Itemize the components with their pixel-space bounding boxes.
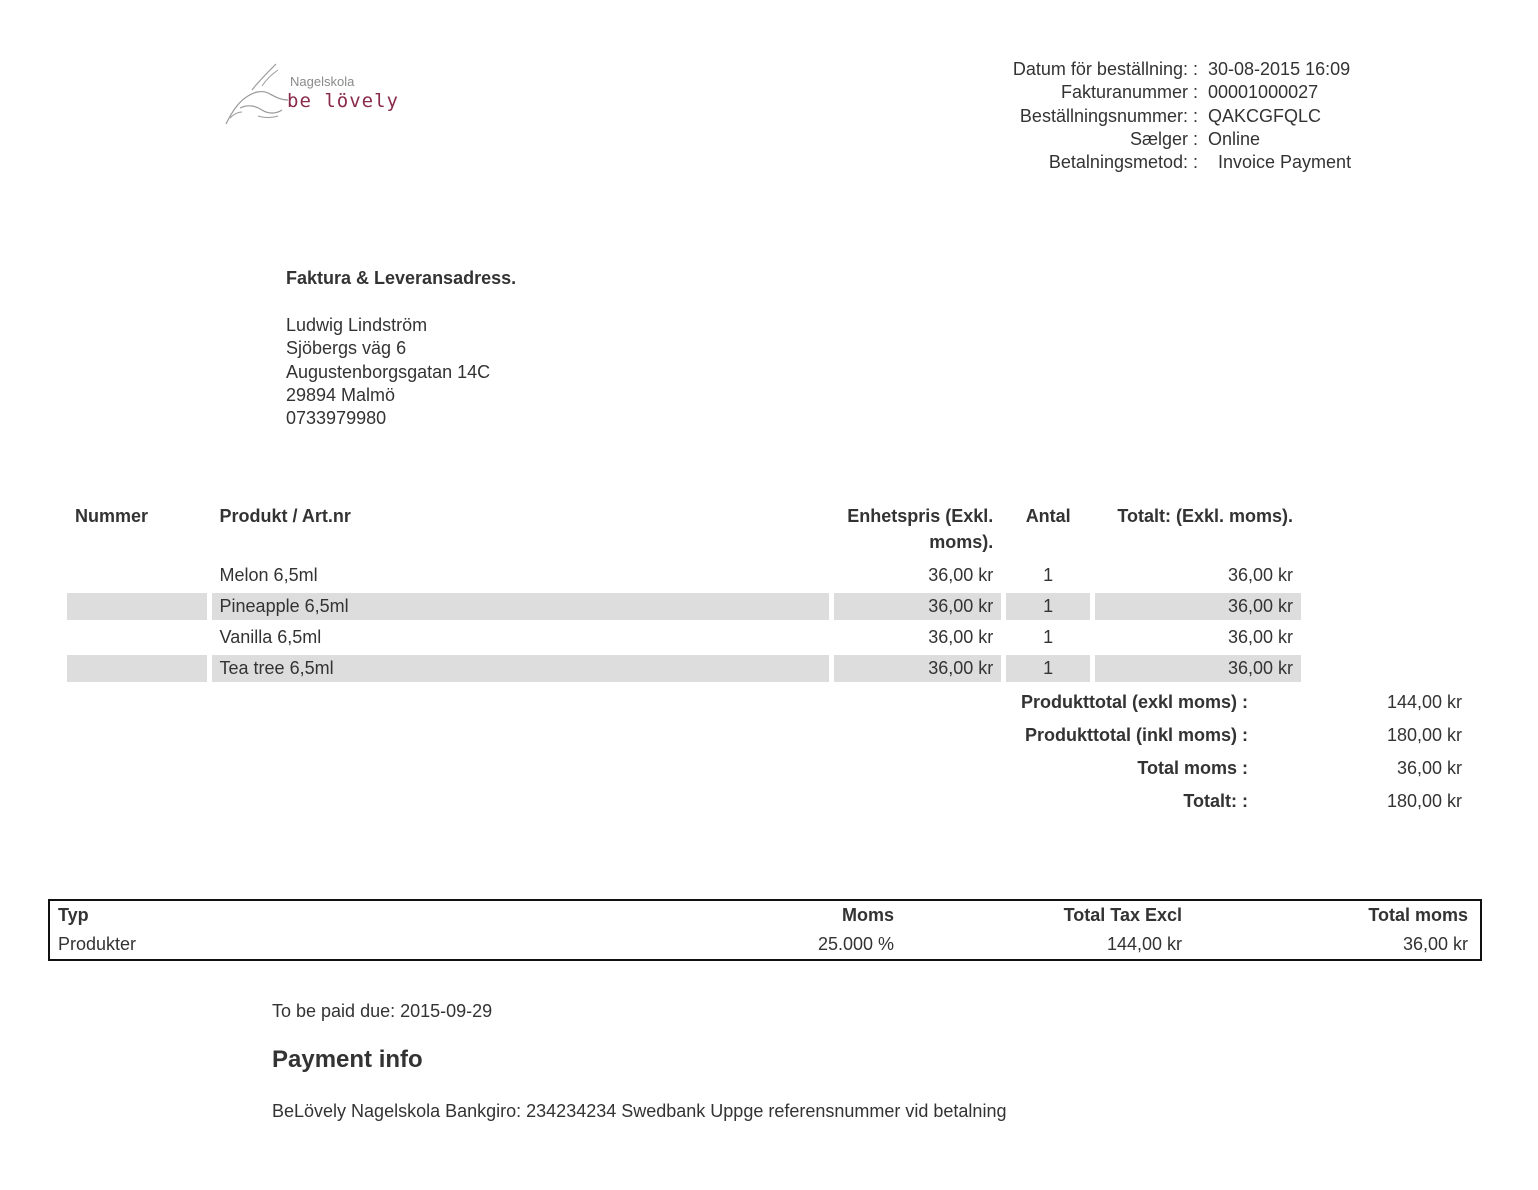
- total-value: 180,00 kr: [1386, 725, 1462, 745]
- tax-header-moms: Total moms: [1368, 905, 1468, 925]
- meta-row-payment-method: [940, 151, 1400, 174]
- total-value: 180,00 kr: [1386, 791, 1462, 811]
- cell-total: 36,00 kr: [1095, 589, 1301, 620]
- total-value: 36,00 kr: [1396, 758, 1462, 778]
- table-row: [67, 620, 1301, 651]
- meta-value: Invoice Payment: [1208, 152, 1352, 173]
- total-row-incl: [940, 721, 1470, 754]
- table-row: [67, 589, 1301, 620]
- meta-label: Fakturanummer :: [1060, 82, 1198, 103]
- cell-product: Pineapple 6,5ml: [212, 589, 829, 620]
- header-number: Nummer: [75, 506, 149, 526]
- cell-product: Vanilla 6,5ml: [212, 620, 829, 651]
- cell-unit-price: 36,00 kr: [834, 589, 1001, 620]
- header-qty: Antal: [1025, 506, 1071, 526]
- total-row-excl: [940, 688, 1470, 721]
- tax-header-type: Typ: [58, 905, 89, 925]
- cell-product: Melon 6,5ml: [212, 558, 829, 589]
- due-date-text: To be paid due: 2015-09-29: [272, 1001, 493, 1021]
- meta-row-order-number: [940, 105, 1400, 128]
- order-meta: [940, 58, 1400, 174]
- meta-value: 30-08-2015 16:09: [1208, 59, 1351, 79]
- cell-qty: 1: [1006, 558, 1090, 589]
- header-total: Totalt: (Exkl. moms).: [1117, 506, 1293, 526]
- meta-label: Betalningsmetod: :: [1048, 152, 1198, 173]
- table-row: [67, 558, 1301, 589]
- cell-qty: 1: [1006, 589, 1090, 620]
- total-label: Produkttotal (exkl moms) :: [1020, 692, 1248, 712]
- address-block: [286, 314, 490, 430]
- cell-number: [67, 558, 207, 589]
- meta-row-order-date: [940, 58, 1400, 81]
- total-row-moms: [940, 754, 1470, 787]
- total-label: Totalt: :: [1183, 791, 1248, 811]
- tax-header-rate: Moms: [841, 905, 894, 925]
- meta-value: 00001000027: [1208, 82, 1319, 103]
- cell-total: 36,00 kr: [1095, 620, 1301, 651]
- cell-number: [67, 620, 207, 651]
- payment-info-title: Payment info: [272, 1046, 423, 1073]
- tax-cell-rate: 25.000 %: [817, 934, 894, 954]
- meta-value: Online: [1208, 128, 1261, 149]
- tax-cell-type: Produkter: [58, 934, 137, 954]
- tax-data-row: [50, 930, 1480, 958]
- address-line: Ludwig Lindström: [286, 315, 428, 335]
- address-line: Sjöbergs väg 6: [286, 338, 407, 359]
- table-row: [67, 651, 1301, 682]
- cell-total: 36,00 kr: [1095, 651, 1301, 682]
- logo-text-main: be lövely: [287, 90, 399, 112]
- tax-header-row: [50, 901, 1480, 929]
- total-value: 144,00 kr: [1386, 692, 1462, 712]
- meta-row-invoice-number: [940, 81, 1400, 104]
- totals-block: [940, 688, 1470, 820]
- header-product: Produkt / Art.nr: [219, 506, 351, 526]
- tax-summary-table: [48, 899, 1482, 961]
- logo-text-small: Nagelskola: [290, 74, 355, 89]
- total-label: Produkttotal (inkl moms) :: [1024, 725, 1248, 745]
- cell-unit-price: 36,00 kr: [834, 651, 1001, 682]
- total-row-grand: [940, 787, 1470, 820]
- address-line: Augustenborgsgatan 14C: [286, 361, 491, 382]
- meta-label: Beställningsnummer: :: [1019, 105, 1198, 126]
- cell-product: Tea tree 6,5ml: [212, 651, 829, 682]
- items-table: [62, 500, 1306, 682]
- payment-info-text: BeLövely Nagelskola Bankgiro: 234234234 Swedbank Uppge referensnummer vid betalning: [272, 1101, 1007, 1121]
- cell-number: [67, 651, 207, 682]
- cell-unit-price: 36,00 kr: [834, 620, 1001, 651]
- cell-total: 36,00 kr: [1095, 558, 1301, 589]
- meta-label: Datum för beställning: :: [1012, 59, 1198, 79]
- cell-unit-price: 36,00 kr: [834, 558, 1001, 589]
- items-header-row: [67, 500, 1301, 558]
- cell-qty: 1: [1006, 651, 1090, 682]
- header-unit-price: Enhetspris (Exkl. moms).: [847, 506, 994, 552]
- address-line: 0733979980: [286, 408, 387, 429]
- tax-cell-excl: 144,00 kr: [1106, 934, 1182, 954]
- meta-label: Sælger :: [1129, 128, 1198, 149]
- meta-row-seller: [940, 128, 1400, 151]
- tax-header-excl: Total Tax Excl: [1063, 905, 1182, 925]
- meta-value: QAKCGFQLC: [1208, 105, 1322, 126]
- cell-qty: 1: [1006, 620, 1090, 651]
- total-label: Total moms :: [1137, 758, 1248, 778]
- address-line: 29894 Malmö: [286, 384, 396, 405]
- address-title: Faktura & Leveransadress.: [286, 268, 517, 288]
- tax-cell-moms: 36,00 kr: [1402, 934, 1468, 954]
- cell-number: [67, 589, 207, 620]
